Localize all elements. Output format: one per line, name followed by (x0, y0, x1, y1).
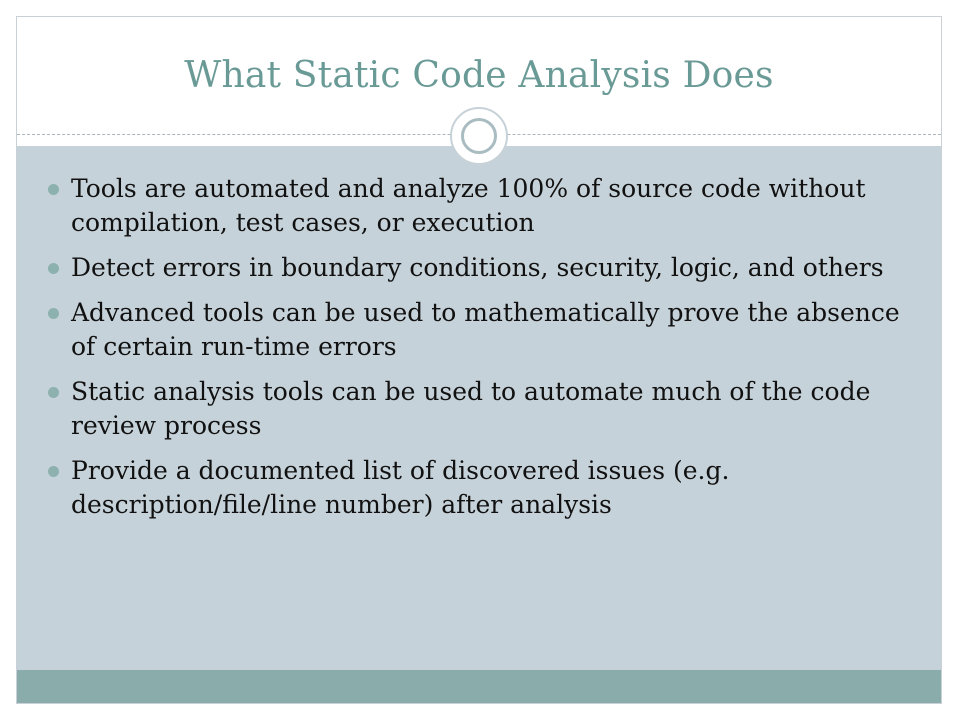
bullet-item (46, 375, 926, 443)
bullet-list (46, 172, 926, 533)
bullet-text: Detect errors in boundary conditions, security, logic, and others (71, 253, 884, 282)
bullet-item (46, 251, 926, 285)
dot-icon (48, 387, 59, 398)
footer-band (17, 670, 941, 703)
bullet-text: Static analysis tools can be used to automate much of the code review process (71, 377, 871, 440)
double-circle-icon (450, 107, 508, 165)
bullet-item (46, 296, 926, 364)
bullet-text: Provide a documented list of discovered issues (e.g. description/file/line number) after analysis (71, 456, 730, 519)
slide-title: What Static Code Analysis Does (184, 55, 774, 96)
dot-icon (48, 466, 59, 477)
dot-icon (48, 308, 59, 319)
dot-icon (48, 184, 59, 195)
bullet-item (46, 172, 926, 240)
bullet-text: Tools are automated and analyze 100% of source code without compilation, test cases, or execution (71, 174, 866, 237)
dot-icon (48, 263, 59, 274)
bullet-item (46, 454, 926, 522)
bullet-text: Advanced tools can be used to mathematically prove the absence of certain run-time errors (71, 298, 900, 361)
ornament-inner-ring (461, 118, 497, 154)
